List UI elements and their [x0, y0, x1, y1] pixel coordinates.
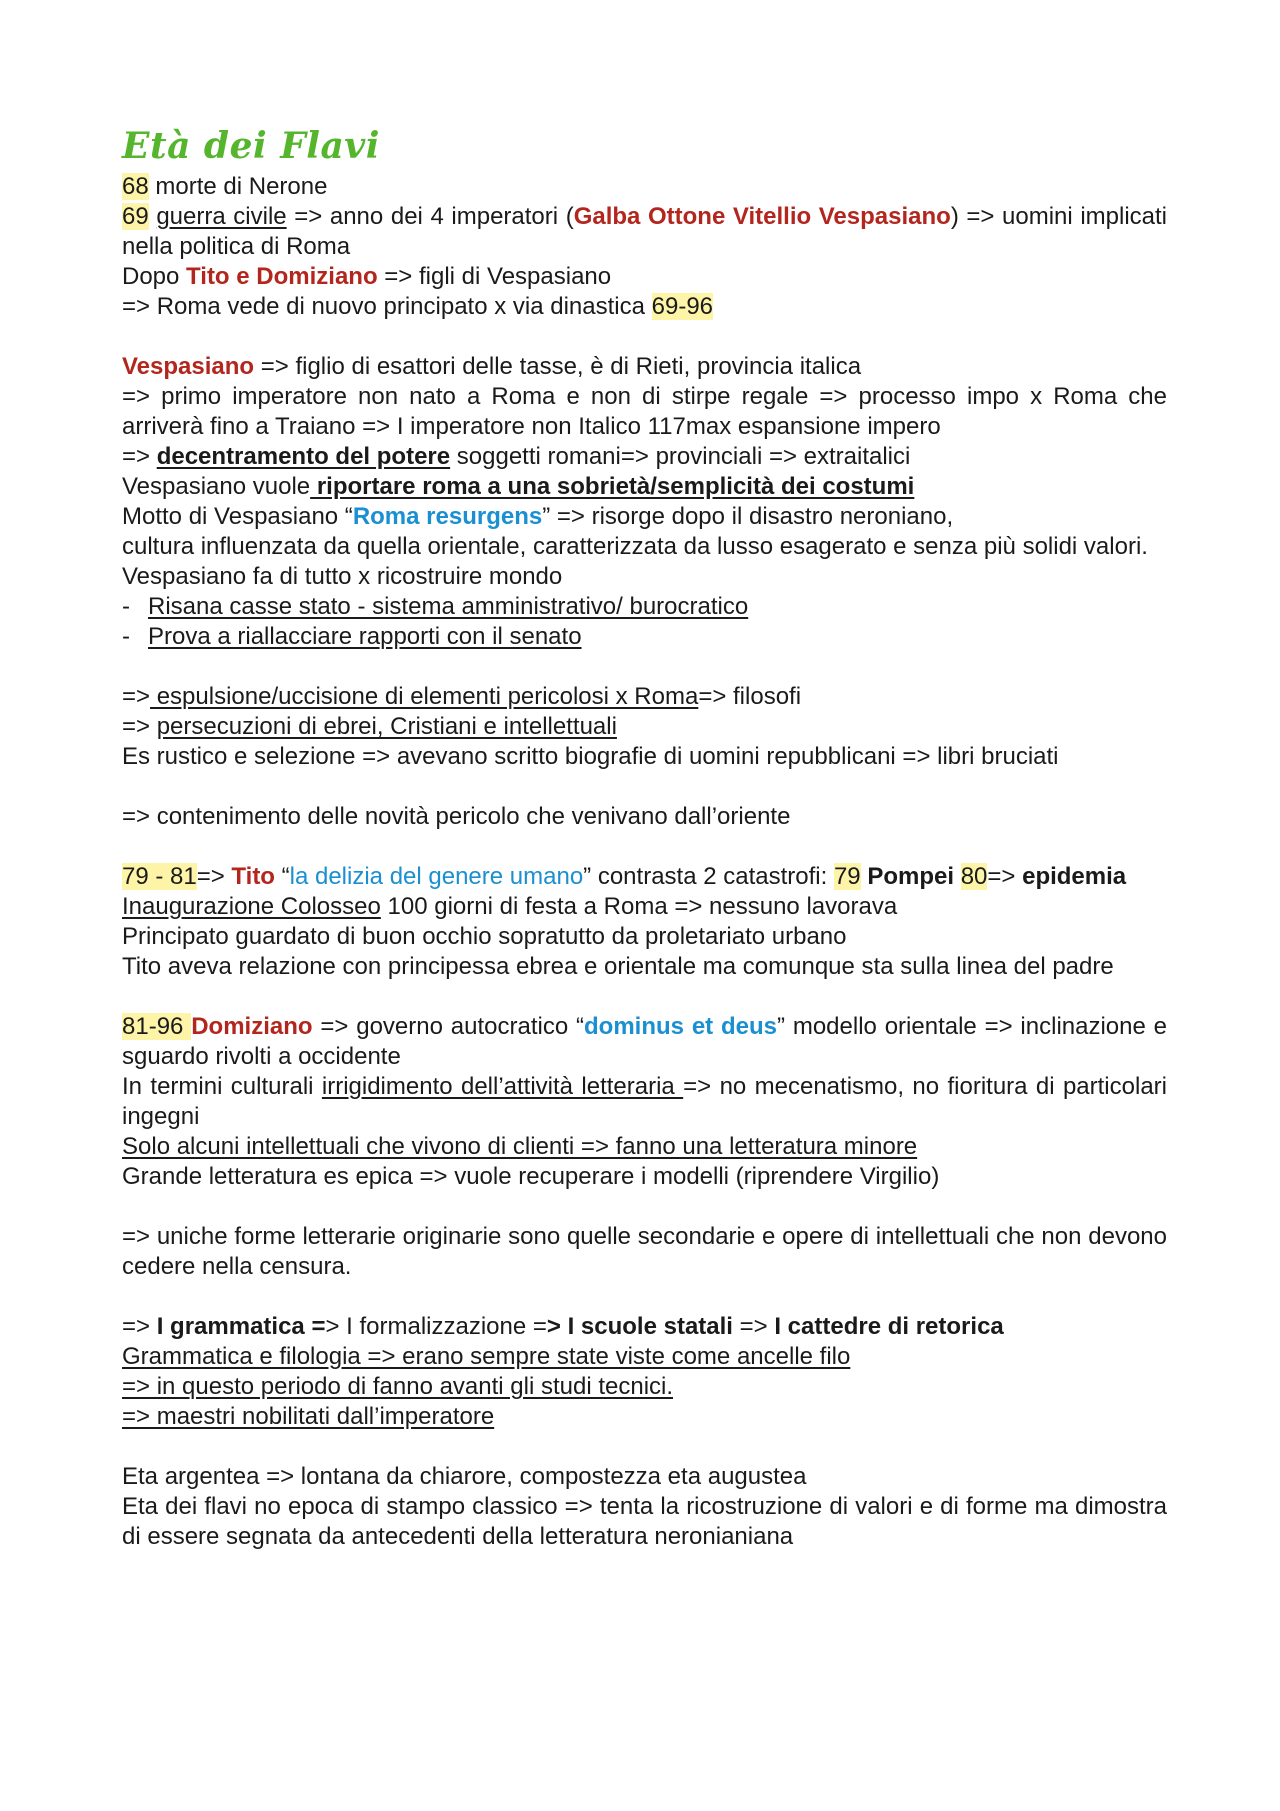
line-69: [122, 202, 1167, 262]
text: ” contrasta 2 catastrofi:: [583, 863, 834, 890]
bold-text: > I scuole statali: [546, 1313, 740, 1340]
line-filologia: [122, 1342, 1167, 1372]
bullet-dash: -: [122, 593, 130, 620]
line-contenimento: => contenimento delle novità pericolo che venivano dall’oriente: [122, 803, 791, 830]
line-domiziano: [122, 1012, 1167, 1072]
line-principato: [122, 292, 1167, 322]
bold-text: I grammatica =: [156, 1313, 326, 1340]
text: > I formalizzazione =: [325, 1313, 547, 1340]
emperor-names: Tito e Domiziano: [186, 263, 378, 290]
text: “: [274, 863, 290, 890]
list-item: [122, 592, 1167, 622]
underlined-text: irrigidimento dell’attività letteraria: [321, 1073, 684, 1100]
text: => Roma vede di nuovo principato x via dinastica: [122, 293, 652, 320]
list-item: [122, 622, 1167, 652]
paragraph-forme-letterarie: => uniche forme letterarie originarie sono quelle secondarie e opere di intellettuali che non devono cedere nella censura.: [122, 1223, 1167, 1280]
line-intellettuali: [122, 1132, 1167, 1162]
motto-text: dominus et deus: [584, 1013, 778, 1040]
line-colosseo: [122, 892, 1167, 922]
text: =>: [739, 1313, 775, 1340]
bold-underlined-text: riportare roma a una sobrietà/semplicità dei costumi: [310, 473, 915, 500]
underlined-text: Grammatica e filologia => erano sempre state viste come ancelle filo: [122, 1343, 851, 1370]
text: ” modello orientale => inclinazione e sguardo rivolti a occidente: [122, 1013, 1168, 1070]
motto-text: Roma resurgens: [352, 503, 543, 530]
highlight-year: 79: [833, 863, 861, 890]
underlined-text: Risana casse stato - sistema amministrativo/ burocratico: [148, 593, 749, 620]
text: => figli di Vespasiano: [377, 263, 612, 290]
text: =>: [987, 863, 1023, 890]
quote-text: la delizia del genere umano: [289, 863, 584, 890]
underlined-text: persecuzioni di ebrei, Cristiani e intellettuali: [156, 713, 617, 740]
emperor-name: Tito: [231, 863, 275, 890]
underlined-text: => in questo periodo di fanno avanti gli studi tecnici.: [122, 1373, 674, 1400]
line-ricostruire: Vespasiano fa di tutto x ricostruire mondo: [122, 563, 563, 590]
text: =>: [122, 683, 151, 710]
text: =>: [122, 1313, 157, 1340]
underlined-text: espulsione/uccisione di elementi pericolosi x Roma: [150, 683, 699, 710]
text: ) => uomini implicati nella politica di Roma: [122, 203, 1168, 260]
text: => anno dei 4 imperatori (: [286, 203, 574, 230]
highlight-year: 81-96: [122, 1013, 192, 1040]
text: => figlio di esattori delle tasse, è di Rieti, provincia italica: [254, 353, 862, 380]
text: In termini culturali: [122, 1073, 322, 1100]
highlight-year: 79 - 81: [122, 863, 197, 890]
underlined-text: => maestri nobilitati dall’imperatore: [122, 1403, 495, 1430]
text: => governo autocratico “: [312, 1013, 585, 1040]
text: Motto di Vespasiano “: [122, 503, 353, 530]
text: => filosofi: [698, 683, 802, 710]
highlight-year: 69: [122, 203, 149, 230]
line-tito: [122, 862, 1167, 892]
paragraph-cultura: cultura influenzata da quella orientale, caratterizzata da lusso esagerato e senza più solidi valori.: [122, 533, 1148, 560]
text: Dopo: [122, 263, 187, 290]
bullet-dash: -: [122, 623, 130, 650]
highlight-year: 80: [960, 863, 988, 890]
line-grammatica: [122, 1312, 1167, 1342]
underlined-text: guerra civile: [156, 203, 287, 230]
document-page: [122, 120, 1167, 1552]
highlight-year: 68: [122, 173, 149, 200]
text: 100 giorni di festa a Roma => nessuno lavorava: [380, 893, 898, 920]
line-maestri: [122, 1402, 1167, 1432]
text: soggetti romani=> provinciali => extraitalici: [450, 443, 911, 470]
paragraph-primo-imperatore: => primo imperatore non nato a Roma e non di stirpe regale => processo impo x Roma che arriverà fino a Traiano => I imperatore non Italico 117max espansione impero: [122, 383, 1167, 440]
line-sobrieta: [122, 472, 1167, 502]
paragraph-eta-flavi: Eta dei flavi no epoca di stampo classico => tenta la ricostruzione di valori e di forme ma dimostra di essere segnata da antecedenti della letteratura neronianiana: [122, 1493, 1167, 1550]
paragraph-irrigidimento: [122, 1072, 1167, 1132]
text: =>: [196, 863, 232, 890]
emperor-name: Vespasiano: [122, 353, 255, 380]
bold-text: epidemia: [1022, 863, 1127, 890]
emperor-names: Galba Ottone Vitellio Vespasiano: [573, 203, 951, 230]
underlined-text: Solo alcuni intellettuali che vivono di clienti => fanno una letteratura minore: [122, 1133, 918, 1160]
line-68: [122, 172, 1167, 202]
line-motto: [122, 502, 1167, 532]
text: ” => risorge dopo il disastro neroniano,: [542, 503, 954, 530]
line-persecuzioni: [122, 712, 1167, 742]
line-eta-argentea: Eta argentea => lontana da chiarore, compostezza eta augustea: [122, 1463, 807, 1490]
line-principato-urbano: Principato guardato di buon occhio sopratutto da proletariato urbano: [122, 923, 847, 950]
line-espulsione: [122, 682, 1167, 712]
underlined-text: Prova a riallacciare rapporti con il senato: [148, 623, 582, 650]
text: =>: [122, 443, 157, 470]
bold-underlined-text: decentramento del potere: [156, 443, 451, 470]
underlined-text: Inaugurazione Colosseo: [122, 893, 381, 920]
text: morte di Nerone: [148, 173, 328, 200]
text: Vespasiano vuole: [122, 473, 311, 500]
bold-text: I cattedre di retorica: [774, 1313, 1004, 1340]
bold-text: Pompei: [860, 863, 961, 890]
line-decentramento: [122, 442, 1167, 472]
text: =>: [122, 713, 157, 740]
page-title: Età dei Flavi: [122, 125, 380, 167]
text: => no mecenatismo, no fioritura di particolari ingegni: [122, 1073, 1167, 1130]
emperor-name: Domiziano: [191, 1013, 313, 1040]
line-dopo: [122, 262, 1167, 292]
paragraph-principessa: Tito aveva relazione con principessa ebrea e orientale ma comunque sta sulla linea del padre: [122, 953, 1114, 980]
line-vespasiano: [122, 352, 1167, 382]
highlight-year: 69-96: [651, 293, 714, 320]
line-studi-tecnici: [122, 1372, 1167, 1402]
line-epica: Grande letteratura es epica => vuole recuperare i modelli (riprendere Virgilio): [122, 1163, 940, 1190]
line-rustico: Es rustico e selezione => avevano scritto biografie di uomini repubblicani => libri bruciati: [122, 743, 1059, 770]
